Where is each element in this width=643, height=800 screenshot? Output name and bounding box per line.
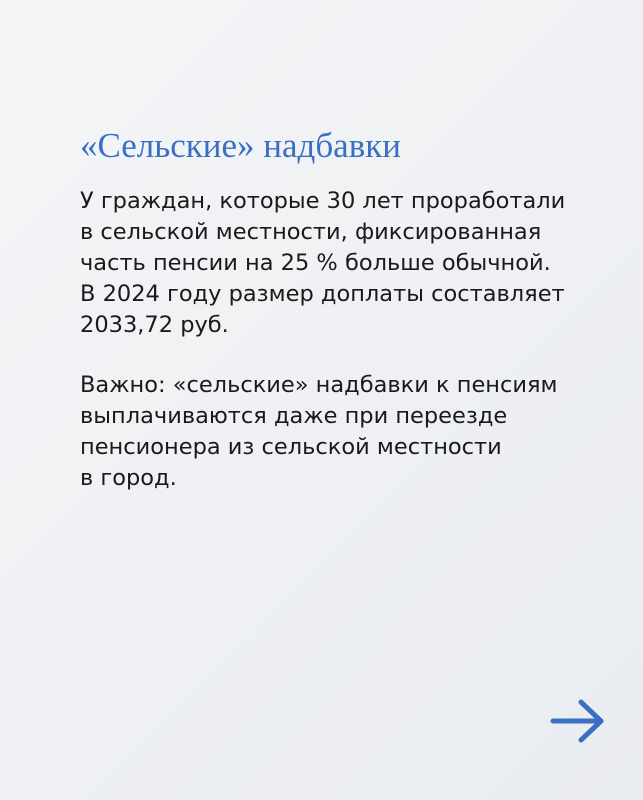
paragraph-line: пенсионера из сельской местности xyxy=(80,434,502,460)
paragraph-important-note xyxy=(80,370,610,494)
arrow-right-icon[interactable] xyxy=(550,699,606,743)
paragraph-line: часть пенсии на 25 % больше обычной. xyxy=(80,250,551,276)
paragraph-line: в сельской местности, фиксированная xyxy=(80,219,542,245)
paragraph-line: В 2024 году размер доплаты составляет xyxy=(80,281,565,307)
arrow-right-icon-svg xyxy=(550,699,606,743)
paragraph-line: У граждан, которые 30 лет проработали xyxy=(80,188,566,214)
slide-title: «Сельские» надбавки xyxy=(80,126,401,165)
paragraph-line: 2033,72 руб. xyxy=(80,312,229,338)
paragraph-line: выплачиваются даже при переезде xyxy=(80,403,508,429)
paragraph-supplement-info xyxy=(80,186,610,341)
paragraph-line: Важно: «сельские» надбавки к пенсиям xyxy=(80,372,558,398)
paragraph-line: в город. xyxy=(80,465,177,491)
